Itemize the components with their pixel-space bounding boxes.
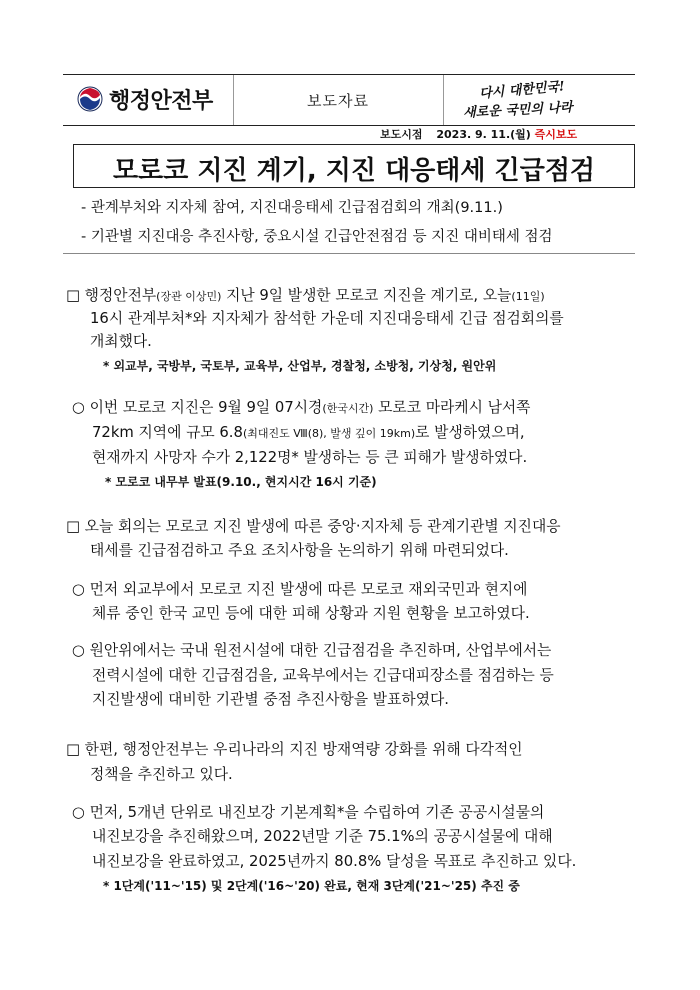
section1b-line1	[72, 396, 530, 417]
title-box	[73, 144, 635, 188]
s1b-kst: (한국시간)	[322, 402, 374, 415]
subtitle-2: - 기관별 지진대응 추진사항, 중요시설 긴급안전점검 등 지진 대비태세 점검	[81, 229, 553, 245]
section3-line1: □ 한편, 행정안전부는 우리나라의 지진 방재역량 강화를 위해 다각적인	[66, 741, 523, 758]
page-title: 모로코 지진 계기, 지진 대응태세 긴급점검	[112, 156, 596, 186]
ministry-name: 행정안전부	[109, 89, 213, 114]
subtitle-divider	[63, 253, 635, 254]
section2c-line2: 전력시설에 대한 긴급점검을, 교육부에서는 긴급대피장소를 점검하는 등	[92, 667, 554, 684]
section1-line1	[66, 284, 545, 305]
section3b-footnote: * 1단계('11~'15) 및 2단계('16~'20) 완료, 현재 3단계('21~'25) 추진 중	[103, 879, 520, 893]
ministry-cell	[63, 75, 234, 125]
section1-footnote: * 외교부, 국방부, 국토부, 교육부, 산업부, 경찰청, 소방청, 기상청, 원안위	[103, 359, 497, 373]
section3b-line2: 내진보강을 추진해왔으며, 2022년말 기준 75.1%의 공공시설물에 대해	[92, 828, 553, 845]
section3b-line3: 내진보강을 완료하였고, 2025년까지 80.8% 달성을 목표로 추진하고 있다.	[92, 853, 577, 870]
release-date: 2023. 9. 11.(월)	[436, 128, 531, 141]
s1-date: (11일)	[511, 290, 545, 303]
slogan-line-2: 새로운 국민의 나라	[462, 100, 573, 121]
s1b-text: ○ 이번 모로코 지진은 9월 9일 07시경	[72, 399, 323, 416]
section3b-line1: ○ 먼저, 5개년 단위로 내진보강 기본계획*을 수립하여 기존 공공시설물의	[72, 804, 545, 821]
immediate-release: 즉시보도	[534, 128, 578, 141]
s1b-intensity: (최대진도 Ⅷ(8), 발생 깊이 19km)	[242, 427, 416, 440]
section1b-line2	[92, 421, 525, 442]
slogan-line-1: 다시 대한민국!	[478, 79, 566, 102]
s1-text: □ 행정안전부	[66, 287, 157, 304]
section2c-line3: 지진발생에 대비한 기관별 중점 추진사항을 발표하였다.	[92, 691, 449, 708]
section2-line2: 태세를 긴급점검하고 주요 조치사항을 논의하기 위해 마련되었다.	[90, 542, 509, 559]
slogan-cell	[443, 75, 635, 125]
section2b-line2: 체류 중인 한국 교민 등에 대한 피해 상황과 지원 현황을 보고하였다.	[92, 605, 530, 622]
section1-line3: 개최했다.	[90, 333, 152, 350]
s1-minister: (장관 이상민)	[156, 290, 222, 303]
s1b-magnitude: 72km 지역에 규모 6.8	[92, 424, 243, 441]
release-label: 보도시점	[380, 128, 423, 141]
s1-text-2: 지난 9일 발생한 모로코 지진을 계기로, 오늘	[221, 287, 512, 304]
s1b-text-3: 로 발생하였으며,	[415, 424, 525, 441]
section2-line1: □ 오늘 회의는 모로코 지진 발생에 따른 중앙·지자체 등 관계기관별 지진대응	[66, 518, 561, 535]
press-header	[63, 74, 635, 126]
press-release-label: 보도자료	[307, 92, 369, 110]
s1b-text-2: 모로코 마라케시 남서쪽	[373, 399, 531, 416]
subtitle-1: - 관계부처와 지자체 참여, 지진대응태세 긴급점검회의 개최(9.11.)	[81, 200, 503, 216]
section2b-line1: ○ 먼저 외교부에서 모로코 지진 발생에 따른 모로코 재외국민과 현지에	[72, 581, 528, 598]
section1b-footnote: * 모로코 내무부 발표(9.10., 현지시간 16시 기준)	[105, 475, 377, 489]
section1b-line3: 현재까지 사망자 수가 2,122명* 발생하는 등 큰 피해가 발생하였다.	[92, 449, 528, 466]
release-info	[380, 126, 577, 142]
section2c-line1: ○ 원안위에서는 국내 원전시설에 대한 긴급점검을 추진하며, 산업부에서는	[72, 642, 552, 659]
government-emblem-icon	[77, 86, 103, 112]
section1-line2: 16시 관계부처*와 지자체가 참석한 가운데 지진대응태세 긴급 점검회의를	[90, 310, 564, 327]
section3-line2: 정책을 추진하고 있다.	[90, 766, 233, 783]
press-type-cell	[233, 75, 444, 125]
